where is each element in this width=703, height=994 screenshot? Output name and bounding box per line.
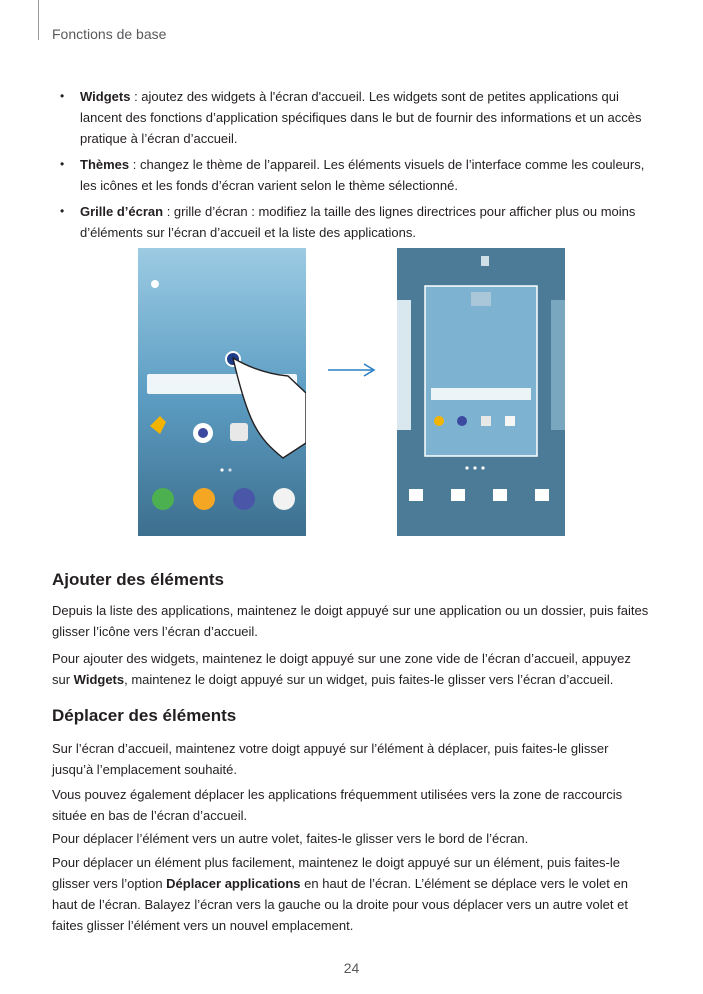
- weather-icon: [151, 280, 159, 288]
- bullet-term: Thèmes: [80, 157, 130, 172]
- preview-panel: [425, 286, 537, 456]
- running-header: Fonctions de base: [52, 26, 167, 42]
- bullet-text: : grille d’écran : modifiez la taille des lignes directrices pour afficher plus ou moins d’éléments sur l’écran d’accueil et la liste des applications.: [80, 204, 636, 240]
- bullet-term: Grille d’écran: [80, 204, 164, 219]
- bold-term: Widgets: [73, 672, 125, 687]
- header-rule: [38, 0, 39, 40]
- bullet-term: Widgets: [80, 89, 131, 104]
- paragraph: Pour déplacer l’élément vers un autre volet, faites-le glisser vers le bord de l’écran.: [52, 831, 529, 846]
- bullet-widgets: [60, 86, 660, 149]
- paragraph: Depuis la liste des applications, maintenez le doigt appuyé sur une application ou un dossier, puis faites glisser l’icône vers l’écran d’accueil.: [52, 603, 649, 639]
- paragraph: Vous pouvez également déplacer les applications fréquemment utilisées vers la zone de raccourcis située en bas de l’écran d’accueil.: [52, 787, 623, 823]
- text-span: Pour déplacer un élément plus facilement, maintenez le doigt appuyé sur un élément, puis faites-le glisser vers l’option: [52, 855, 620, 891]
- edit-mode-illustration: [397, 248, 565, 536]
- bullet-text: : ajoutez des widgets à l'écran d'accueil. Les widgets sont de petites applications qui lancent des fonctions d’application spécifiques dans le but de fournir des informations et un accès pratique à l’écran d’accueil.: [80, 89, 642, 146]
- page-number: 24: [343, 960, 360, 976]
- text-span: , maintenez le doigt appuyé sur un widget, puis faites-le glisser vers l’écran d’accueil.: [124, 672, 614, 687]
- bullet-list: [60, 86, 660, 248]
- bullet-dot: •: [60, 204, 65, 218]
- text-span: Pour ajouter des widgets, maintenez le doigt appuyé sur une zone vide de l’écran d’accueil, appuyez sur: [52, 651, 631, 687]
- paragraph: [52, 852, 652, 936]
- arrow-right-icon: [328, 363, 378, 377]
- home-screen-illustration: [138, 248, 306, 536]
- side-panel-left: [397, 300, 411, 430]
- home-icon: [471, 292, 491, 306]
- heading-move-items: Déplacer des éléments: [52, 706, 237, 725]
- delete-icon: [481, 256, 489, 266]
- paragraph: [52, 648, 652, 690]
- heading-add-items: Ajouter des éléments: [52, 570, 224, 589]
- paragraph: Sur l’écran d’accueil, maintenez votre doigt appuyé sur l’élément à déplacer, puis faites-le glisser jusqu’à l’emplacement souhaité.: [52, 741, 609, 777]
- bullet-dot: •: [60, 157, 65, 171]
- bullet-text: : changez le thème de l’appareil. Les éléments visuels de l’interface comme les couleurs, les icônes et les fonds d’écran varient selon le thème sélectionné.: [80, 157, 645, 193]
- bullet-grid: [60, 201, 660, 243]
- bullet-themes: [60, 154, 660, 196]
- text-span: en haut de l’écran. L’élément se déplace vers le volet en haut de l’écran. Balayez l’écran vers la gauche ou la droite pour vous déplacer vers un autre volet et faites glisser l’élément vers un nouvel emplacement.: [52, 876, 628, 933]
- bullet-dot: •: [60, 89, 65, 103]
- side-panel-right: [551, 300, 565, 430]
- bold-term: Déplacer applications: [166, 876, 301, 891]
- illustration: [138, 248, 566, 538]
